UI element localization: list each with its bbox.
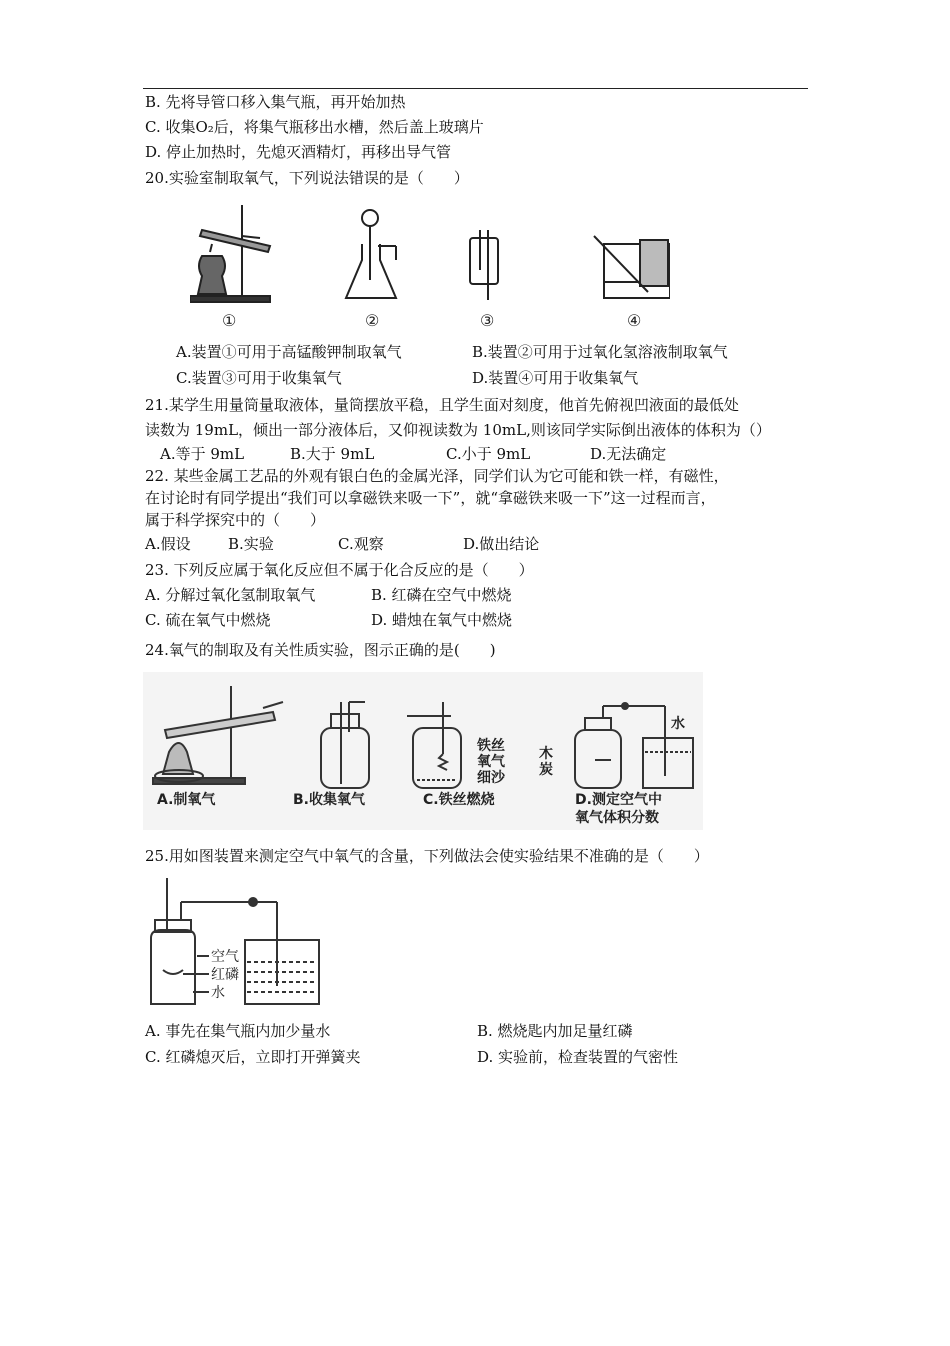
q22-stem-line1: 22. 某些金属工艺品的外观有银白色的金属光泽，同学们认为它可能和铁一样，有磁性， (145, 467, 729, 485)
q19-option-c: C. 收集O₂后，将集气瓶移出水槽，然后盖上玻璃片 (145, 118, 484, 136)
q20-option-a: A.装置①可用于高锰酸钾制取氧气 (176, 343, 402, 361)
q21-stem-line2: 读数为 19mL，倾出一部分液体后，又仰视读数为 10mL,则该同学实际倒出液体的体积为（） (145, 421, 771, 439)
q24-caption-a: A.制氧气 (157, 792, 216, 808)
label-air: 空气 (211, 949, 239, 965)
q25-option-a: A. 事先在集气瓶内加少量水 (145, 1022, 331, 1040)
q25-option-d: D. 实验前，检查装置的气密性 (477, 1048, 679, 1066)
label-water-d: 水 (671, 716, 685, 732)
q20-label-3: ③ (480, 311, 495, 330)
apparatus-3-icon (470, 230, 498, 300)
q20-stem: 20.实验室制取氧气，下列说法错误的是（ ） (145, 169, 469, 187)
q20-label-2: ② (365, 311, 380, 330)
q25-stem: 25.用如图装置来测定空气中氧气的含量，下列做法会使实验结果不准确的是（ ） (145, 847, 709, 865)
apparatus-1-icon (190, 205, 270, 302)
q22-stem-line3: 属于科学探究中的（ ） (145, 511, 326, 529)
apparatus-2-icon (346, 210, 396, 298)
label-iron-wire: 铁丝 (477, 738, 505, 754)
q24-figure (143, 672, 703, 830)
q21-option-a: A.等于 9mL (160, 445, 245, 463)
q24-stem: 24.氧气的制取及有关性质实验，图示正确的是( ) (145, 641, 496, 659)
q23-option-d: D. 蜡烛在氧气中燃烧 (371, 611, 513, 629)
air-oxygen-apparatus-icon (151, 878, 319, 1004)
q21-option-d: D.无法确定 (590, 445, 667, 463)
q22-option-b: B.实验 (228, 535, 274, 553)
label-sand: 细沙 (477, 770, 505, 786)
q21-option-b: B.大于 9mL (290, 445, 375, 463)
label-oxygen: 氧气 (477, 754, 505, 770)
q24-caption-c: C.铁丝燃烧 (423, 792, 495, 808)
q21-option-c: C.小于 9mL (446, 445, 531, 463)
q23-option-b: B. 红磷在空气中燃烧 (371, 586, 512, 604)
q24-caption-d1: D.测定空气中 (575, 792, 662, 808)
q25-figure (143, 876, 323, 1011)
q19-option-b: B. 先将导管口移入集气瓶，再开始加热 (145, 93, 406, 111)
q23-option-a: A. 分解过氧化氢制取氧气 (145, 586, 316, 604)
q22-option-d: D.做出结论 (463, 535, 540, 553)
label-water: 水 (211, 985, 225, 1001)
q20-option-d: D.装置④可用于收集氧气 (472, 369, 639, 387)
q20-option-b: B.装置②可用于过氧化氢溶液制取氧气 (472, 343, 728, 361)
q20-figure (190, 200, 670, 335)
q24-caption-d2: 氧气体积分数 (575, 810, 659, 826)
q22-stem-line2: 在讨论时有同学提出“我们可以拿磁铁来吸一下”，就“拿磁铁来吸一下”这一过程而言， (145, 489, 716, 507)
q20-label-1: ① (222, 311, 237, 330)
q23-stem: 23. 下列反应属于氧化反应但不属于化合反应的是（ ） (145, 561, 534, 579)
q24-caption-b: B.收集氧气 (293, 792, 365, 808)
q25-option-b: B. 燃烧匙内加足量红磷 (477, 1022, 633, 1040)
q23-option-c: C. 硫在氧气中燃烧 (145, 611, 271, 629)
q25-option-c: C. 红磷熄灭后，立即打开弹簧夹 (145, 1048, 361, 1066)
q19-option-d: D. 停止加热时，先熄灭酒精灯，再移出导气管 (145, 143, 452, 161)
q22-option-c: C.观察 (338, 535, 384, 553)
label-red-phosphorus: 红磷 (211, 967, 239, 983)
label-charcoal-1: 木 (539, 746, 553, 762)
q22-option-a: A.假设 (145, 535, 191, 553)
q20-label-4: ④ (627, 311, 642, 330)
top-rule (143, 88, 808, 89)
q20-option-c: C.装置③可用于收集氧气 (176, 369, 342, 387)
apparatus-4-icon (594, 236, 670, 298)
label-charcoal-2: 炭 (539, 762, 553, 778)
q21-stem-line1: 21.某学生用量筒量取液体，量筒摆放平稳，且学生面对刻度，他首先俯视凹液面的最低处 (145, 396, 739, 414)
